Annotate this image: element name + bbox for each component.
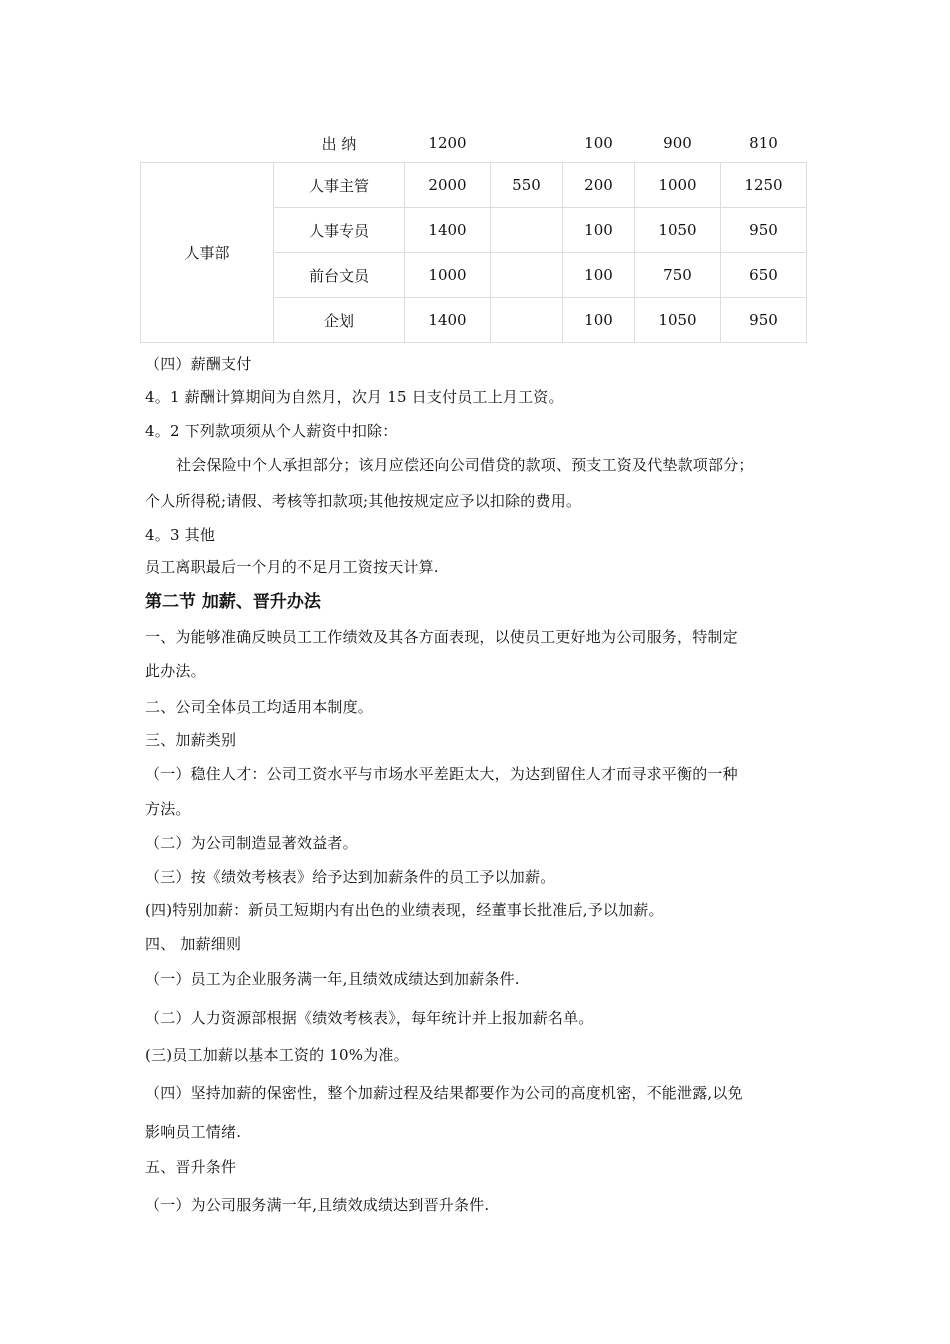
table-cell-performance: 900: [663, 134, 692, 152]
paragraph-line: 4。2 下列款项须从个人薪资中扣除：: [145, 422, 398, 440]
section-heading: 第二节 加薪、晋升办法: [145, 592, 321, 612]
section-subheading: （四）薪酬支付: [145, 355, 252, 373]
table-cell: [141, 124, 274, 163]
paragraph-line: (四)特别加薪：新员工短期内有出色的业绩表现，经董事长批准后,予以加薪。: [145, 901, 664, 919]
table-cell-performance: 1050: [635, 208, 721, 253]
paragraph-line: （一）稳住人才：公司工资水平与市场水平差距太大，为达到留住人才而寻求平衡的一种: [145, 765, 738, 783]
paragraph-line: 一、为能够准确反映员工工作绩效及其各方面表现，以使员工更好地为公司服务，特制定: [145, 628, 738, 646]
table-cell-meal: 100: [584, 134, 613, 152]
table-cell-department: 人事部: [141, 163, 274, 343]
table-cell-base: 1400: [405, 208, 491, 253]
table-cell-position: 人事专员: [274, 208, 405, 253]
table-cell-allowance: [491, 298, 563, 343]
table-cell-base: 1400: [405, 298, 491, 343]
table-cell-allowance: 550: [491, 163, 563, 208]
table-cell-base: 1000: [405, 253, 491, 298]
paragraph-line: 三、加薪类别: [145, 731, 237, 749]
paragraph-line: 4。1 薪酬计算期间为自然月，次月 15 日支付员工上月工资。: [145, 388, 564, 406]
table-cell-allowance: [491, 253, 563, 298]
paragraph-line: （二）人力资源部根据《绩效考核表》，每年统计并上报加薪名单。: [145, 1009, 594, 1027]
paragraph-line: （一）员工为企业服务满一年,且绩效成绩达到加薪条件.: [145, 970, 520, 988]
table-cell-meal: 100: [563, 253, 635, 298]
table-cell-position: 出 纳: [321, 134, 357, 153]
salary-table: [140, 124, 807, 343]
table-cell-position: 前台文员: [274, 253, 405, 298]
paragraph-line: 员工离职最后一个月的不足月工资按天计算.: [145, 558, 439, 576]
table-cell-performance: 1000: [635, 163, 721, 208]
table-cell-allowance: [491, 124, 563, 163]
table-cell-meal: 200: [563, 163, 635, 208]
table-cell-total: 950: [721, 208, 807, 253]
paragraph-line: (三)员工加薪以基本工资的 10%为准。: [145, 1046, 409, 1064]
table-cell-base: 2000: [405, 163, 491, 208]
table-cell-allowance: [491, 208, 563, 253]
paragraph-line: 方法。: [145, 800, 191, 818]
paragraph-line: 个人所得税;请假、考核等扣款项;其他按规定应予以扣除的费用。: [145, 492, 582, 510]
table-cell-total: 650: [721, 253, 807, 298]
table-row: [141, 163, 807, 208]
paragraph-line: 4。3 其他: [145, 526, 216, 544]
paragraph-line: （一）为公司服务满一年,且绩效成绩达到晋升条件.: [145, 1196, 490, 1214]
table-cell-meal: 100: [563, 298, 635, 343]
paragraph-line: 社会保险中个人承担部分；该月应偿还向公司借贷的款项、预支工资及代垫款项部分；: [176, 456, 754, 474]
paragraph-line: 此办法。: [145, 662, 206, 680]
paragraph-line: （三）按《绩效考核表》给予达到加薪条件的员工予以加薪。: [145, 868, 556, 886]
paragraph-line: 二、公司全体员工均适用本制度。: [145, 698, 374, 716]
paragraph-line: （二）为公司制造显著效益者。: [145, 834, 358, 852]
table-cell-total: 1250: [721, 163, 807, 208]
paragraph-line: （四）坚持加薪的保密性，整个加薪过程及结果都要作为公司的高度机密，不能泄露,以免: [145, 1084, 743, 1102]
paragraph-line: 影响员工情绪.: [145, 1123, 242, 1141]
table-cell-base: 1200: [428, 134, 467, 152]
table-cell-performance: 750: [635, 253, 721, 298]
table-cell-meal: 100: [563, 208, 635, 253]
table-row: [141, 124, 807, 163]
table-cell-position: 人事主管: [274, 163, 405, 208]
paragraph-line: 五、晋升条件: [145, 1158, 237, 1176]
table-cell-total: 950: [721, 298, 807, 343]
table-cell-performance: 1050: [635, 298, 721, 343]
table-cell-position: 企划: [274, 298, 405, 343]
paragraph-line: 四、 加薪细则: [145, 935, 242, 953]
table-cell-total: 810: [749, 134, 778, 152]
